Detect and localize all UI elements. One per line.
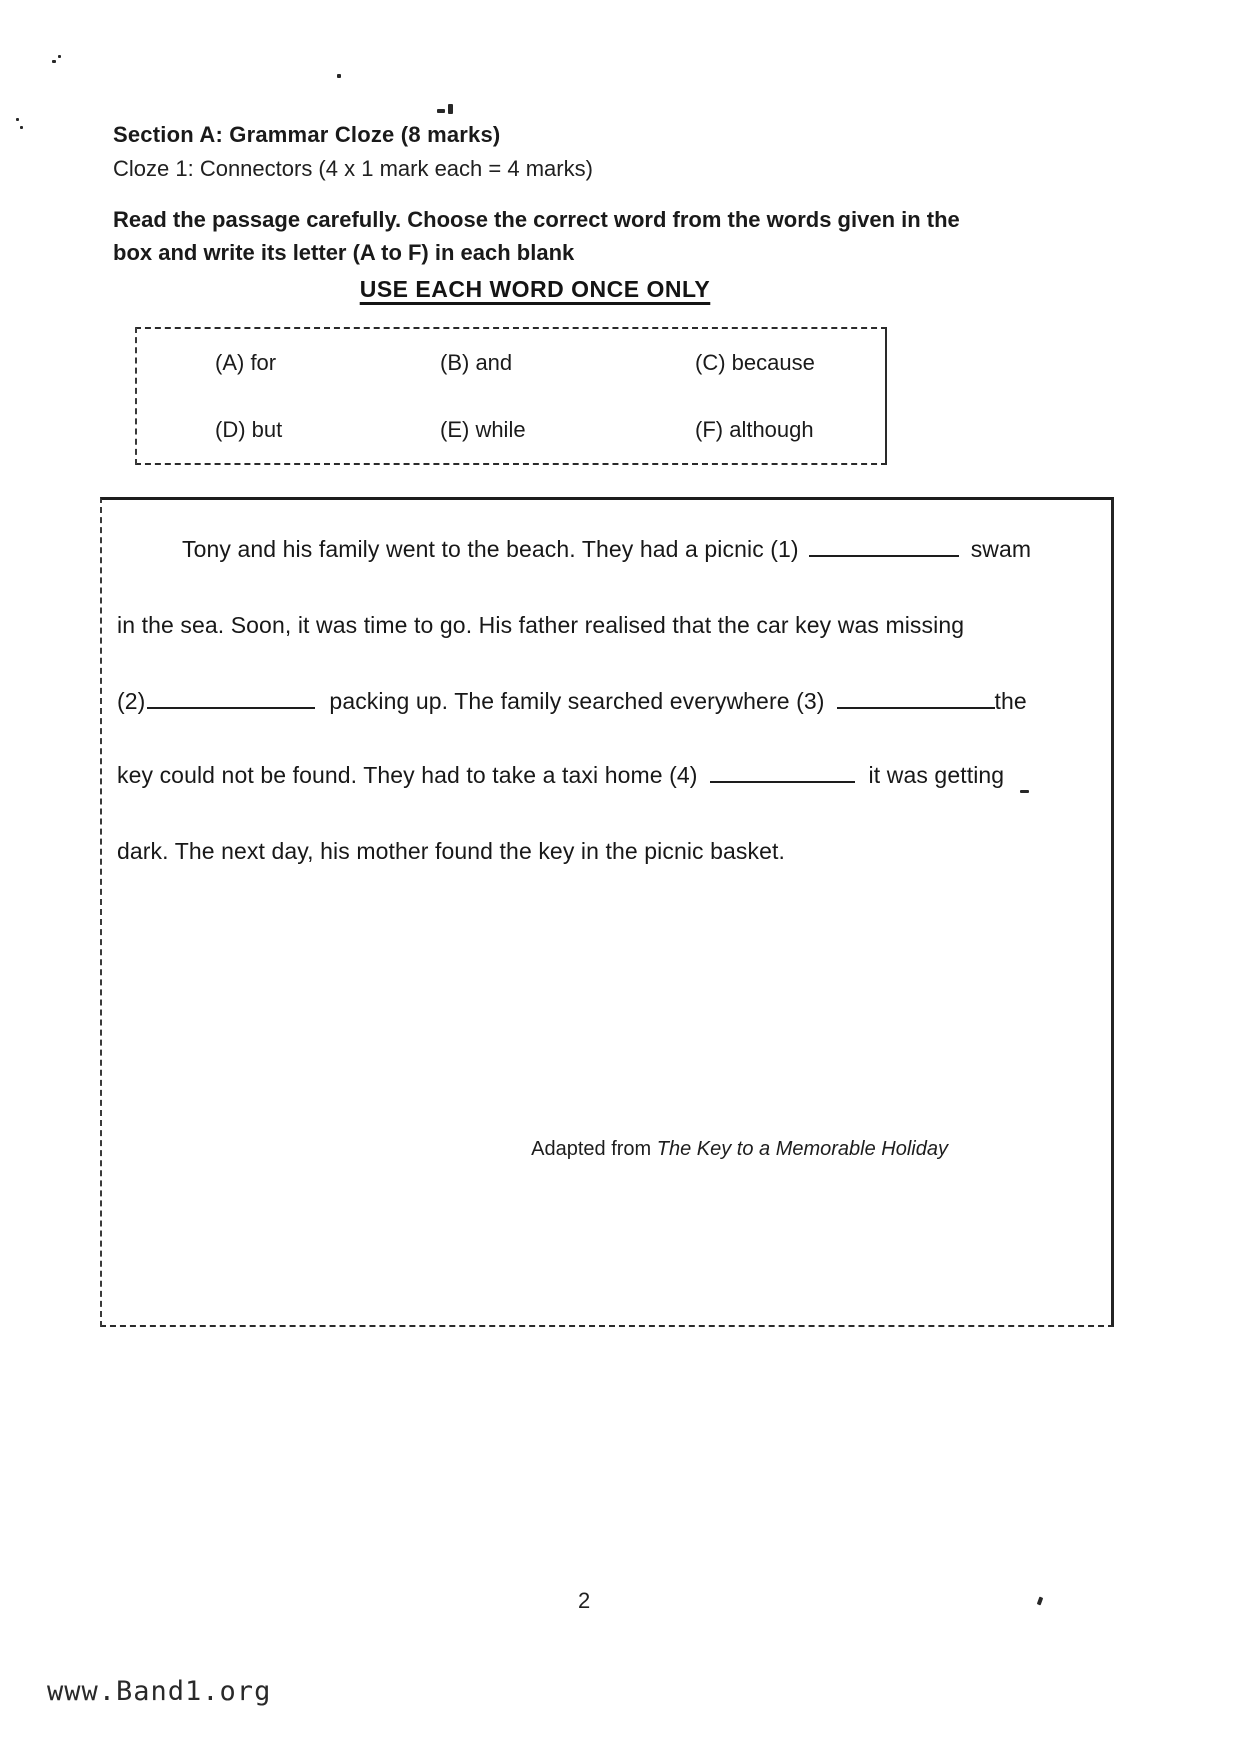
passage-line-1: [182, 536, 1031, 563]
scan-speck: [448, 104, 453, 114]
blank-3: [837, 703, 995, 709]
blank-2: [147, 703, 315, 709]
word-option-b: (B) and: [440, 349, 513, 375]
scan-speck: [1037, 1597, 1043, 1606]
word-option-f: (F) although: [695, 416, 814, 442]
cloze-subtitle: Cloze 1: Connectors (4 x 1 mark each = 4 marks): [113, 156, 593, 181]
page-number: 2: [578, 1588, 591, 1613]
scan-speck: [437, 109, 445, 113]
scan-speck: [16, 118, 19, 121]
scan-speck: [58, 55, 61, 58]
section-title: Section A: Grammar Cloze (8 marks): [113, 122, 501, 147]
attribution-source-title: The Key to a Memorable Holiday: [656, 1138, 948, 1160]
passage-line-5: [117, 838, 785, 865]
watermark-url: www.Band1.org: [47, 1676, 272, 1707]
passage-line-4-tail: it was getting: [868, 762, 1005, 788]
passage-line-3-tail: the: [994, 688, 1027, 714]
passage-line-4: [117, 762, 1004, 789]
passage-line-4-text: key could not be found. They had to take a taxi home (4): [117, 762, 698, 788]
passage-line-1-tail: swam: [970, 536, 1032, 562]
passage-line-2-text: in the sea. Soon, it was time to go. His father realised that the car key was missing: [117, 612, 965, 638]
scan-speck: [52, 60, 56, 63]
attribution: [531, 1138, 948, 1161]
word-option-d: (D) but: [215, 416, 283, 442]
word-option-c: (C) because: [695, 349, 815, 375]
passage-line-1-text: Tony and his family went to the beach. They had a picnic (1): [182, 536, 799, 562]
instructions-text: Read the passage carefully. Choose the correct word from the words given in the box and write its letter (A to F) in each blank: [113, 207, 960, 265]
blank-1: [809, 551, 959, 557]
passage-line-2: [117, 612, 964, 639]
word-bank-heading: USE EACH WORD ONCE ONLY: [359, 276, 711, 302]
passage-line-5-text: dark. The next day, his mother found the key in the picnic basket.: [117, 838, 786, 864]
attribution-prefix: Adapted from: [531, 1138, 657, 1160]
passage-line-3: [117, 688, 1027, 715]
passage-box: [100, 497, 1114, 1327]
word-option-a: (A) for: [215, 349, 277, 375]
passage-line-3-mid: packing up. The family searched everywhere (3): [329, 688, 825, 714]
word-option-e: (E) while: [440, 416, 526, 442]
scan-speck: [337, 74, 341, 78]
passage-line-3-text: (2): [117, 688, 146, 714]
word-bank-box: [135, 327, 887, 465]
blank-4: [710, 777, 855, 783]
scan-speck: [20, 126, 23, 129]
scan-speck: [1020, 790, 1029, 793]
